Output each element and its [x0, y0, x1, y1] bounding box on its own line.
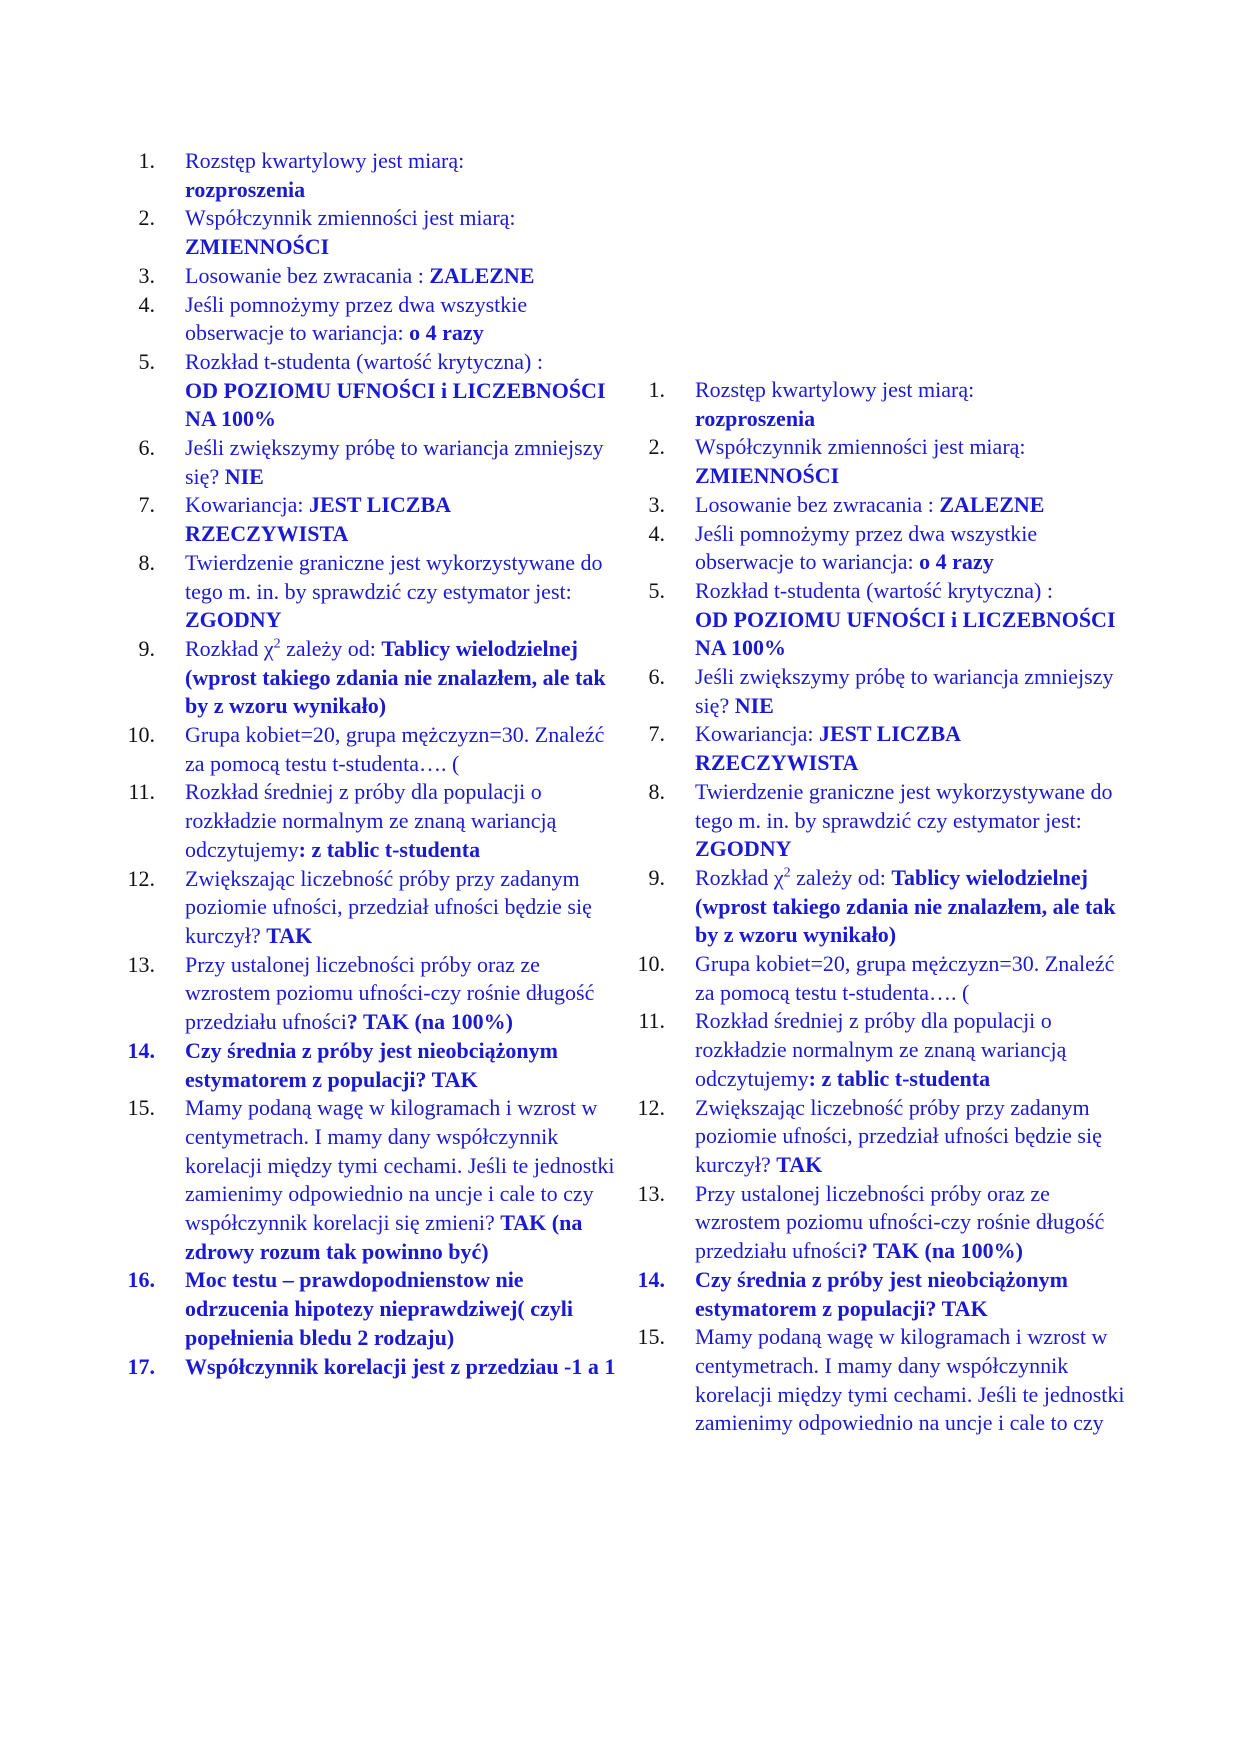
item-number: 15.	[127, 1095, 155, 1121]
item-number: 8.	[648, 778, 665, 804]
list-item	[127, 951, 617, 1037]
answer-text: ZGODNY	[185, 607, 282, 633]
list-item	[138, 635, 617, 721]
question-text: Przy ustalonej liczebności próby oraz ze wzrostem poziomu ufności-czy rośnie długość przedziału ufności	[695, 1180, 1105, 1264]
list-item	[127, 1037, 617, 1094]
item-text	[185, 1037, 617, 1094]
answer-text: TAK	[776, 1151, 823, 1177]
answer-text: ZMIENNOŚCI	[695, 463, 840, 489]
superscript: 2	[783, 865, 791, 881]
item-text	[185, 1266, 617, 1352]
list-item	[648, 433, 1127, 490]
answer-text: OD POZIOMU UFNOŚCI i LICZEBNOŚCI NA 100%	[695, 606, 1116, 661]
item-number: 3.	[648, 491, 665, 517]
item-number: 2.	[138, 205, 155, 231]
question-text: Współczynnik zmienności jest miarą:	[695, 434, 1026, 460]
superscript: 2	[273, 636, 281, 652]
question-text: Kowariancja:	[695, 721, 819, 747]
item-text	[185, 951, 617, 1037]
item-text	[185, 778, 617, 864]
list-item	[637, 1094, 1127, 1180]
list-item	[637, 950, 1127, 1007]
question-text: zależy od:	[280, 635, 382, 661]
list-item	[638, 1007, 1127, 1093]
item-number: 16.	[127, 1267, 155, 1293]
item-number: 9.	[138, 635, 155, 661]
item-number: 13.	[637, 1180, 665, 1206]
question-text: Rozkład t-studenta (wartość krytyczna) :	[695, 577, 1053, 603]
item-text	[185, 721, 617, 778]
answer-text: TAK (na zdrowy rozum tak powinno być)	[185, 1210, 583, 1264]
item-text	[695, 433, 1127, 490]
answer-text: NIE	[734, 692, 774, 718]
item-text	[185, 1353, 617, 1382]
question-text: Rozkład średniej z próby dla populacji o rozkładzie normalnym ze znaną wariancją odczytujemy	[185, 779, 557, 862]
question-text: Losowanie bez zwracania :	[695, 491, 940, 517]
answer-text: Moc testu – prawdopodnienstow nie odrzucenia hipotezy nieprawdziwej( czyli popełnienia bledu 2 rodzaju)	[185, 1267, 573, 1350]
item-text	[185, 262, 617, 291]
item-number: 11.	[638, 1008, 665, 1034]
answer-text: Czy średnia z próby jest nieobciążonym estymatorem z populacji? TAK	[695, 1266, 1068, 1321]
item-number: 5.	[138, 348, 155, 374]
item-number: 6.	[648, 664, 665, 690]
item-number: 12.	[127, 865, 155, 891]
question-text: Jeśli pomnożymy przez dwa wszystkie obserwacje to wariancja:	[185, 291, 528, 346]
question-text: Mamy podaną wagę w kilogramach i wzrost w centymetrach. I mamy dany współczynnik korelacji między tymi cechami. Jeśli te jednostki zamienimy odpowiednio na uncje i cale to czy	[695, 1324, 1125, 1436]
list-item	[138, 262, 617, 291]
item-text	[185, 147, 617, 204]
answer-text: Tablicy wielodzielnej (wprost takiego zdania nie znalazłem, ale tak by z wzoru wynikało)	[185, 635, 606, 719]
item-text	[695, 1266, 1127, 1323]
list-item	[138, 434, 617, 491]
list-item	[648, 491, 1127, 520]
question-text: Twierdzenie graniczne jest wykorzystywane do tego m. in. by sprawdzić czy estymator jest:	[185, 549, 603, 604]
answer-text: ZGODNY	[695, 836, 792, 862]
item-text	[695, 950, 1127, 1007]
answer-text: Współczynnik korelacji jest z przedziau -1 a 1	[185, 1353, 616, 1379]
item-text	[185, 434, 617, 491]
answer-text: TAK	[266, 922, 313, 948]
list-item	[648, 778, 1127, 864]
answer-text: ZALEZNE	[939, 491, 1045, 517]
item-text	[185, 491, 617, 548]
left-column-list	[127, 147, 617, 1381]
question-text: Rozkład χ	[185, 635, 274, 661]
question-text: Kowariancja:	[185, 492, 309, 518]
list-item	[138, 291, 617, 348]
item-number: 3.	[138, 262, 155, 288]
question-text: Grupa kobiet=20, grupa mężczyzn=30. Znaleźć za pomocą testu t-studenta…. (	[185, 722, 605, 776]
item-text	[695, 577, 1127, 663]
answer-text: Tablicy wielodzielnej (wprost takiego zdania nie znalazłem, ale tak by z wzoru wynikało)	[695, 864, 1116, 948]
answer-text: : z tablic t-studenta	[808, 1065, 991, 1091]
list-item	[138, 147, 617, 204]
answer-text: rozproszenia	[695, 405, 816, 431]
answer-text: ? TAK (na 100%)	[856, 1238, 1023, 1264]
item-text	[695, 864, 1127, 950]
answer-text: rozproszenia	[185, 176, 306, 202]
item-number: 14.	[127, 1037, 155, 1063]
item-number: 5.	[648, 577, 665, 603]
item-text	[185, 348, 617, 434]
answer-text: : z tablic t-studenta	[298, 836, 481, 862]
question-text: Rozkład średniej z próby dla populacji o rozkładzie normalnym ze znaną wariancją odczytujemy	[695, 1008, 1067, 1091]
item-number: 13.	[127, 951, 155, 977]
list-item	[637, 1323, 1127, 1438]
question-text: Mamy podaną wagę w kilogramach i wzrost w centymetrach. I mamy dany współczynnik korelacji między tymi cechami. Jeśli te jednostki zamienimy odpowiednio na uncje i cale to czy współczynnik korelacji się zmieni?	[185, 1095, 615, 1236]
answer-text: o 4 razy	[919, 549, 994, 575]
question-text: zależy od:	[790, 864, 892, 890]
list-item	[648, 376, 1127, 433]
list-item	[648, 520, 1127, 577]
item-number: 1.	[138, 148, 155, 173]
question-text: Zwiększając liczebność próby przy zadanym poziomie ufności, przedział ufności będzie się kurczył?	[695, 1094, 1102, 1177]
item-text	[695, 720, 1127, 777]
list-item	[127, 1353, 617, 1382]
item-text	[695, 1180, 1127, 1266]
list-item	[138, 204, 617, 261]
item-text	[695, 1323, 1127, 1438]
answer-text: OD POZIOMU UFNOŚCI i LICZEBNOŚCI NA 100%	[185, 377, 606, 432]
list-item	[637, 1266, 1127, 1323]
item-text	[695, 491, 1127, 520]
question-text: Jeśli zwiększymy próbę to wariancja zmniejszy się?	[695, 664, 1114, 718]
list-item	[127, 1266, 617, 1352]
item-number: 4.	[138, 291, 155, 317]
answer-text: Czy średnia z próby jest nieobciążonym estymatorem z populacji? TAK	[185, 1037, 558, 1092]
answer-text: JEST LICZBA RZECZYWISTA	[695, 721, 960, 776]
list-item	[648, 720, 1127, 777]
answer-text: ? TAK (na 100%)	[346, 1009, 513, 1035]
item-text	[185, 1094, 617, 1266]
item-number: 11.	[128, 779, 155, 805]
item-number: 14.	[637, 1266, 665, 1292]
item-number: 7.	[138, 492, 155, 518]
item-text	[185, 291, 617, 348]
item-number: 17.	[127, 1353, 155, 1379]
list-item	[648, 663, 1127, 720]
item-text	[185, 549, 617, 635]
list-item	[648, 864, 1127, 950]
list-item	[128, 778, 617, 864]
list-item	[127, 1094, 617, 1266]
item-text	[695, 778, 1127, 864]
question-text: Rozkład χ	[695, 864, 784, 890]
list-item	[637, 1180, 1127, 1266]
item-number: 2.	[648, 434, 665, 460]
item-text	[695, 1094, 1127, 1180]
item-text	[185, 204, 617, 261]
question-text: Przy ustalonej liczebności próby oraz ze wzrostem poziomu ufności-czy rośnie długość przedziału ufności	[185, 951, 595, 1035]
item-text	[185, 865, 617, 951]
list-item	[648, 577, 1127, 663]
list-item	[138, 348, 617, 434]
right-column-list	[637, 376, 1127, 1438]
question-text: Grupa kobiet=20, grupa mężczyzn=30. Znaleźć za pomocą testu t-studenta…. (	[695, 951, 1115, 1005]
list-item	[127, 865, 617, 951]
item-number: 10.	[127, 722, 155, 748]
answer-text: NIE	[224, 463, 264, 489]
question-text: Współczynnik zmienności jest miarą:	[185, 205, 516, 231]
question-text: Jeśli pomnożymy przez dwa wszystkie obserwacje to wariancja:	[695, 520, 1038, 575]
answer-text: o 4 razy	[409, 320, 484, 346]
item-number: 10.	[637, 951, 665, 977]
item-number: 9.	[648, 864, 665, 890]
item-text	[695, 376, 1127, 433]
item-number: 4.	[648, 520, 665, 546]
answer-text: JEST LICZBA RZECZYWISTA	[185, 492, 450, 547]
item-text	[185, 635, 617, 721]
item-number: 1.	[648, 377, 665, 402]
item-number: 6.	[138, 435, 155, 461]
item-number: 12.	[637, 1094, 665, 1120]
list-item	[138, 549, 617, 635]
item-text	[695, 1007, 1127, 1093]
list-item	[138, 491, 617, 548]
question-text: Twierdzenie graniczne jest wykorzystywane do tego m. in. by sprawdzić czy estymator jest:	[695, 778, 1113, 833]
question-text: Rozkład t-studenta (wartość krytyczna) :	[185, 348, 543, 374]
answer-text: ZALEZNE	[429, 262, 535, 288]
item-number: 7.	[648, 721, 665, 747]
question-text: Rozstęp kwartylowy jest miarą:	[185, 148, 465, 173]
item-number: 8.	[138, 549, 155, 575]
item-number: 15.	[637, 1324, 665, 1350]
list-item	[127, 721, 617, 778]
question-text: Zwiększając liczebność próby przy zadanym poziomie ufności, przedział ufności będzie się kurczył?	[185, 865, 592, 948]
item-text	[695, 663, 1127, 720]
question-text: Rozstęp kwartylowy jest miarą:	[695, 377, 975, 402]
answer-text: ZMIENNOŚCI	[185, 234, 330, 260]
question-text: Jeśli zwiększymy próbę to wariancja zmniejszy się?	[185, 435, 604, 489]
question-text: Losowanie bez zwracania :	[185, 262, 430, 288]
item-text	[695, 520, 1127, 577]
